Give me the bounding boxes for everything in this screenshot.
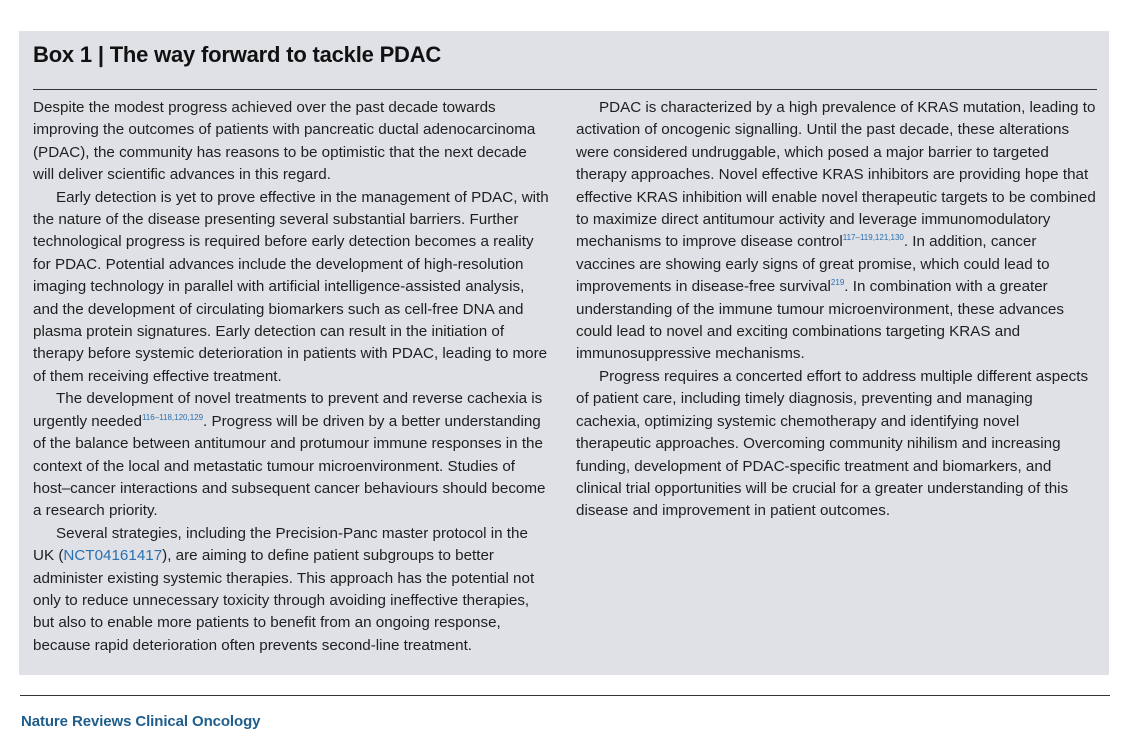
journal-name: Nature Reviews Clinical Oncology (21, 713, 261, 730)
box-panel (19, 31, 1109, 675)
box-title: Box 1 | The way forward to tackle PDAC (33, 42, 442, 67)
paragraph-6: Progress requires a concerted effort to address multiple different aspects of patient care, including timely diagnosis, preventing and managing cachexia, optimizing systemic chemotherapy and identifying novel therapeutic approaches. Overcoming community nihilism and increasing funding, development of PDAC-specific treatment and biomarkers, and clinical trial opportunities will be crucial for a greater understanding of this disease and improvement in patient outcomes. (576, 367, 1089, 520)
paragraph-5 (576, 97, 1098, 366)
paragraph-1: Despite the modest progress achieved over the past decade towards improving the outcomes of patients with pancreatic ductal adenocarcinoma (PDAC), the community has reasons to be optimistic that the next decade will deliver scientific advances in this regard. (33, 99, 536, 184)
paragraph-4-text-a: Several strategies, including the Precision-Panc master protocol in the UK ( (33, 524, 528, 565)
paragraph-5-text-b: . In addition, cancer vaccines are showing early signs of great promise, which could lead to improvements in disease-free survival (576, 233, 1050, 296)
paragraph-3 (33, 388, 551, 522)
paragraph-4-text-b: ), are aiming to define patient subgroups to better administer existing systemic therapies. This approach has the potential not only to reduce unnecessary toxicity through avoiding ineffective therapies, but also to enable more patients to benefit from an ongoing response, because rapid deterioration often prevents second-line treatment. (33, 547, 535, 654)
citation-ref[interactable]: 219 (830, 278, 845, 288)
right-column (576, 97, 1098, 523)
citation-ref[interactable]: 116–118,120,129 (141, 412, 204, 422)
paragraph-4 (33, 523, 551, 657)
left-column (33, 97, 551, 657)
paragraph-5-text-c: . In combination with a greater understanding of the immune tumour microenvironment, these advances could lead to novel and exciting combinations targeting KRAS and immunosuppressive mechanisms. (576, 278, 1064, 363)
footer-divider (20, 695, 1110, 696)
trial-link[interactable]: NCT04161417 (63, 547, 163, 565)
citation-ref[interactable]: 117–119,121,130 (842, 233, 904, 243)
paragraph-3-text-a: The development of novel treatments to prevent and reverse cachexia is urgently needed (33, 390, 543, 430)
title-divider (33, 89, 1097, 90)
paragraph-3-text-b: . Progress will be driven by a better understanding of the balance between antitumour and protumour immune responses in the context of the local and metastatic tumour microenvironment. Studies of host–cancer interactions and subsequent cancer behaviours should become a research priority. (33, 412, 546, 520)
paragraph-2: Early detection is yet to prove effective in the management of PDAC, with the nature of the disease presenting several substantial barriers. Further technological progress is required before early detection becomes a reality for PDAC. Potential advances include the development of high-resolution imaging technology in parallel with artificial intelligence-assisted analysis, and the development of circulating biomarkers such as cell-free DNA and plasma protein signatures. Early detection can result in the initiation of therapy before systemic deterioration in patients with PDAC, leading to more of them receiving effective treatment. (33, 188, 549, 385)
paragraph-5-text-a: PDAC is characterized by a high prevalence of KRAS mutation, leading to activation of oncogenic signalling. Until the past decade, these alterations were considered undruggable, which posed a major barrier to targeted therapy approaches. Novel effective KRAS inhibitors are providing hope that effective KRAS inhibition will enable novel therapeutic targets to be combined to maximize direct antitumour activity and leverage immunomodulatory mechanisms to improve disease control (576, 99, 1096, 251)
